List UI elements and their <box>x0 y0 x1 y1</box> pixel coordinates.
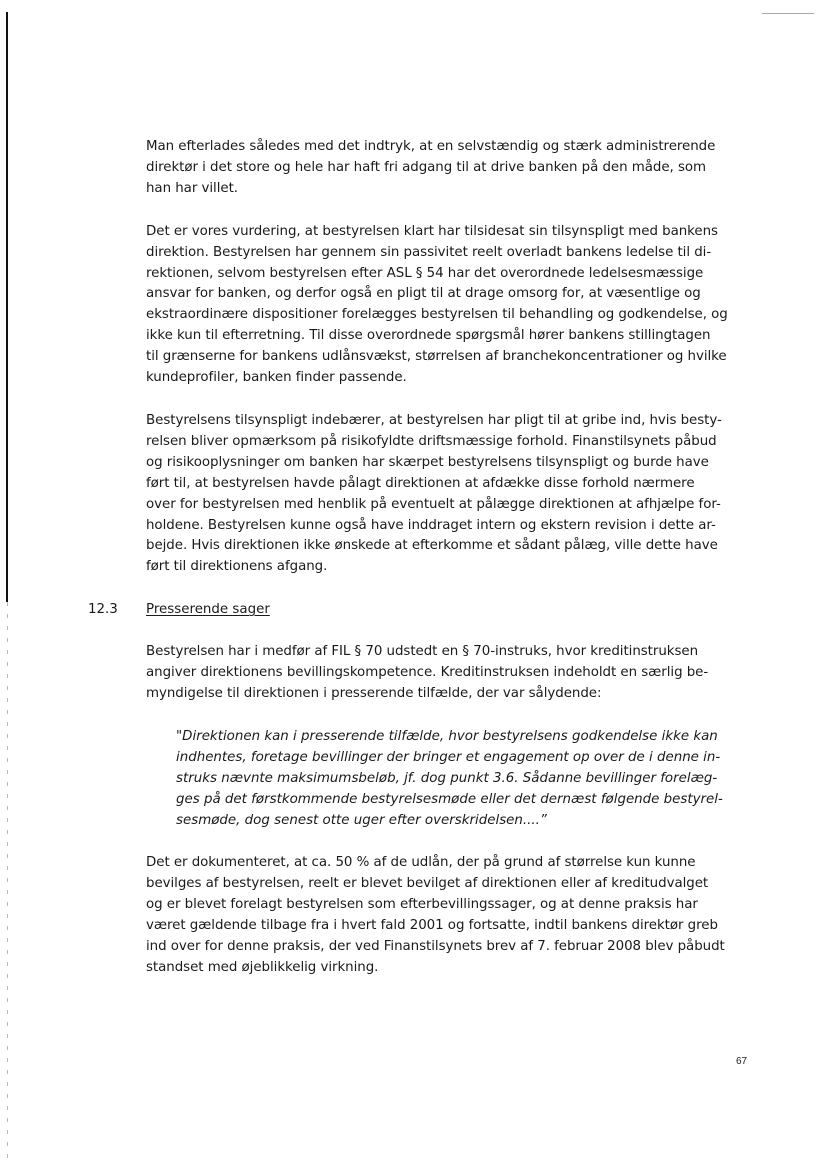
paragraph-5 <box>146 853 758 978</box>
text-line: ført til, at bestyrelsen havde pålagt direktionen at afdække disse forhold nærmere <box>146 475 695 491</box>
page-number: 67 <box>736 1056 748 1067</box>
text-line: bevilges af bestyrelsen, reelt er blevet bevilget af direktionen eller af kreditudvalget <box>146 876 709 892</box>
block-quote <box>176 727 758 832</box>
text-line: til grænserne for bankens udlånsvækst, størrelsen af branchekoncentrationer og hvilke <box>146 349 727 365</box>
text-line: ekstraordinære dispositioner forelægges bestyrelsen til behandling og godkendelse, og <box>146 307 728 323</box>
text-line: myndigelse til direktionen i presserende tilfælde, der var sålydende: <box>146 686 602 702</box>
text-line: angiver direktionens bevillingskompetence. Kreditinstruksen indeholdt en særlig be- <box>146 665 709 681</box>
text-line: Man efterlades således med det indtryk, at en selvstændig og stærk administrerende <box>146 139 716 154</box>
text-line: og er blevet forelagt bestyrelsen som efterbevillingssager, og at denne praksis har <box>146 897 698 913</box>
text-line: kundeprofiler, banken finder passende. <box>146 370 407 386</box>
paragraph-4 <box>146 642 758 705</box>
text-line: ikke kun til efterretning. Til disse overordnede spørgsmål hører bankens stillingtagen <box>146 328 711 344</box>
text-line: Det er vores vurdering, at bestyrelsen klart har tilsidesat sin tilsynspligt med bankens <box>146 223 718 239</box>
section-heading <box>88 600 758 620</box>
text-line: direktion. Bestyrelsen har gennem sin passivitet reelt overladt bankens ledelse til di- <box>146 244 712 260</box>
quote-line: struks nævnte maksimumsbeløb, jf. dog punkt 3.6. Sådanne bevillinger forelæg- <box>176 770 718 786</box>
text-line: ansvar for banken, og derfor også en pligt til at drage omsorg for, at væsentlige og <box>146 286 701 302</box>
text-line: Det er dokumenteret, at ca. 50 % af de udlån, der på grund af størrelse kun kunne <box>146 855 696 871</box>
quote-line: sesmøde, dog senest otte uger efter overskridelsen....” <box>176 812 547 828</box>
text-line: og risikooplysninger om banken har skærpet bestyrelsens tilsynspligt og burde have <box>146 454 709 470</box>
text-line: standset med øjeblikkelig virkning. <box>146 960 379 975</box>
text-line: relsen bliver opmærksom på risikofyldte driftsmæssige forhold. Finanstilsynets påbud <box>146 433 717 449</box>
paragraph-2 <box>146 222 758 389</box>
text-line: han har villet. <box>146 180 238 196</box>
paragraph-3 <box>146 411 758 578</box>
text-line: bejde. Hvis direktionen ikke ønskede at efterkomme et sådant pålæg, ville dette have <box>146 538 718 554</box>
text-line: ført til direktionens afgang. <box>146 559 328 575</box>
scan-edge-top <box>762 13 814 14</box>
scan-edge-left <box>6 12 8 602</box>
document-page <box>88 137 758 1001</box>
section-number: 12.3 <box>88 602 118 618</box>
quote-line: "Direktionen kan i presserende tilfælde, hvor bestyrelsens godkendelse ikke kan <box>176 728 718 744</box>
quote-line: indhentes, foretage bevillinger der bringer et engagement op over de i denne in- <box>176 749 721 765</box>
scan-edge-left-faint <box>7 602 8 1162</box>
text-line: holdene. Bestyrelsen kunne også have inddraget intern og ekstern revision i dette ar- <box>146 517 716 533</box>
quote-line: ges på det førstkommende bestyrelsesmøde eller det dernæst følgende bestyrel- <box>176 791 723 807</box>
text-line: direktør i det store og hele har haft fri adgang til at drive banken på den måde, som <box>146 159 707 175</box>
text-line: rektionen, selvom bestyrelsen efter ASL § 54 har det overordnede ledelsesmæssige <box>146 265 704 281</box>
section-title: Presserende sager <box>146 602 270 618</box>
text-line: været gældende tilbage fra i hvert fald 2001 og fortsatte, indtil bankens direktør greb <box>146 918 718 934</box>
text-line: Bestyrelsen har i medfør af FIL § 70 udstedt en § 70-instruks, hvor kreditinstruksen <box>146 644 699 660</box>
text-line: over for bestyrelsen med henblik på eventuelt at pålægge direktionen at afhjælpe for- <box>146 496 721 512</box>
text-line: ind over for denne praksis, der ved Finanstilsynets brev af 7. februar 2008 blev påbudt <box>146 939 725 955</box>
text-line: Bestyrelsens tilsynspligt indebærer, at bestyrelsen har pligt til at gribe ind, hvis besty- <box>146 412 722 428</box>
paragraph-1 <box>146 137 758 200</box>
